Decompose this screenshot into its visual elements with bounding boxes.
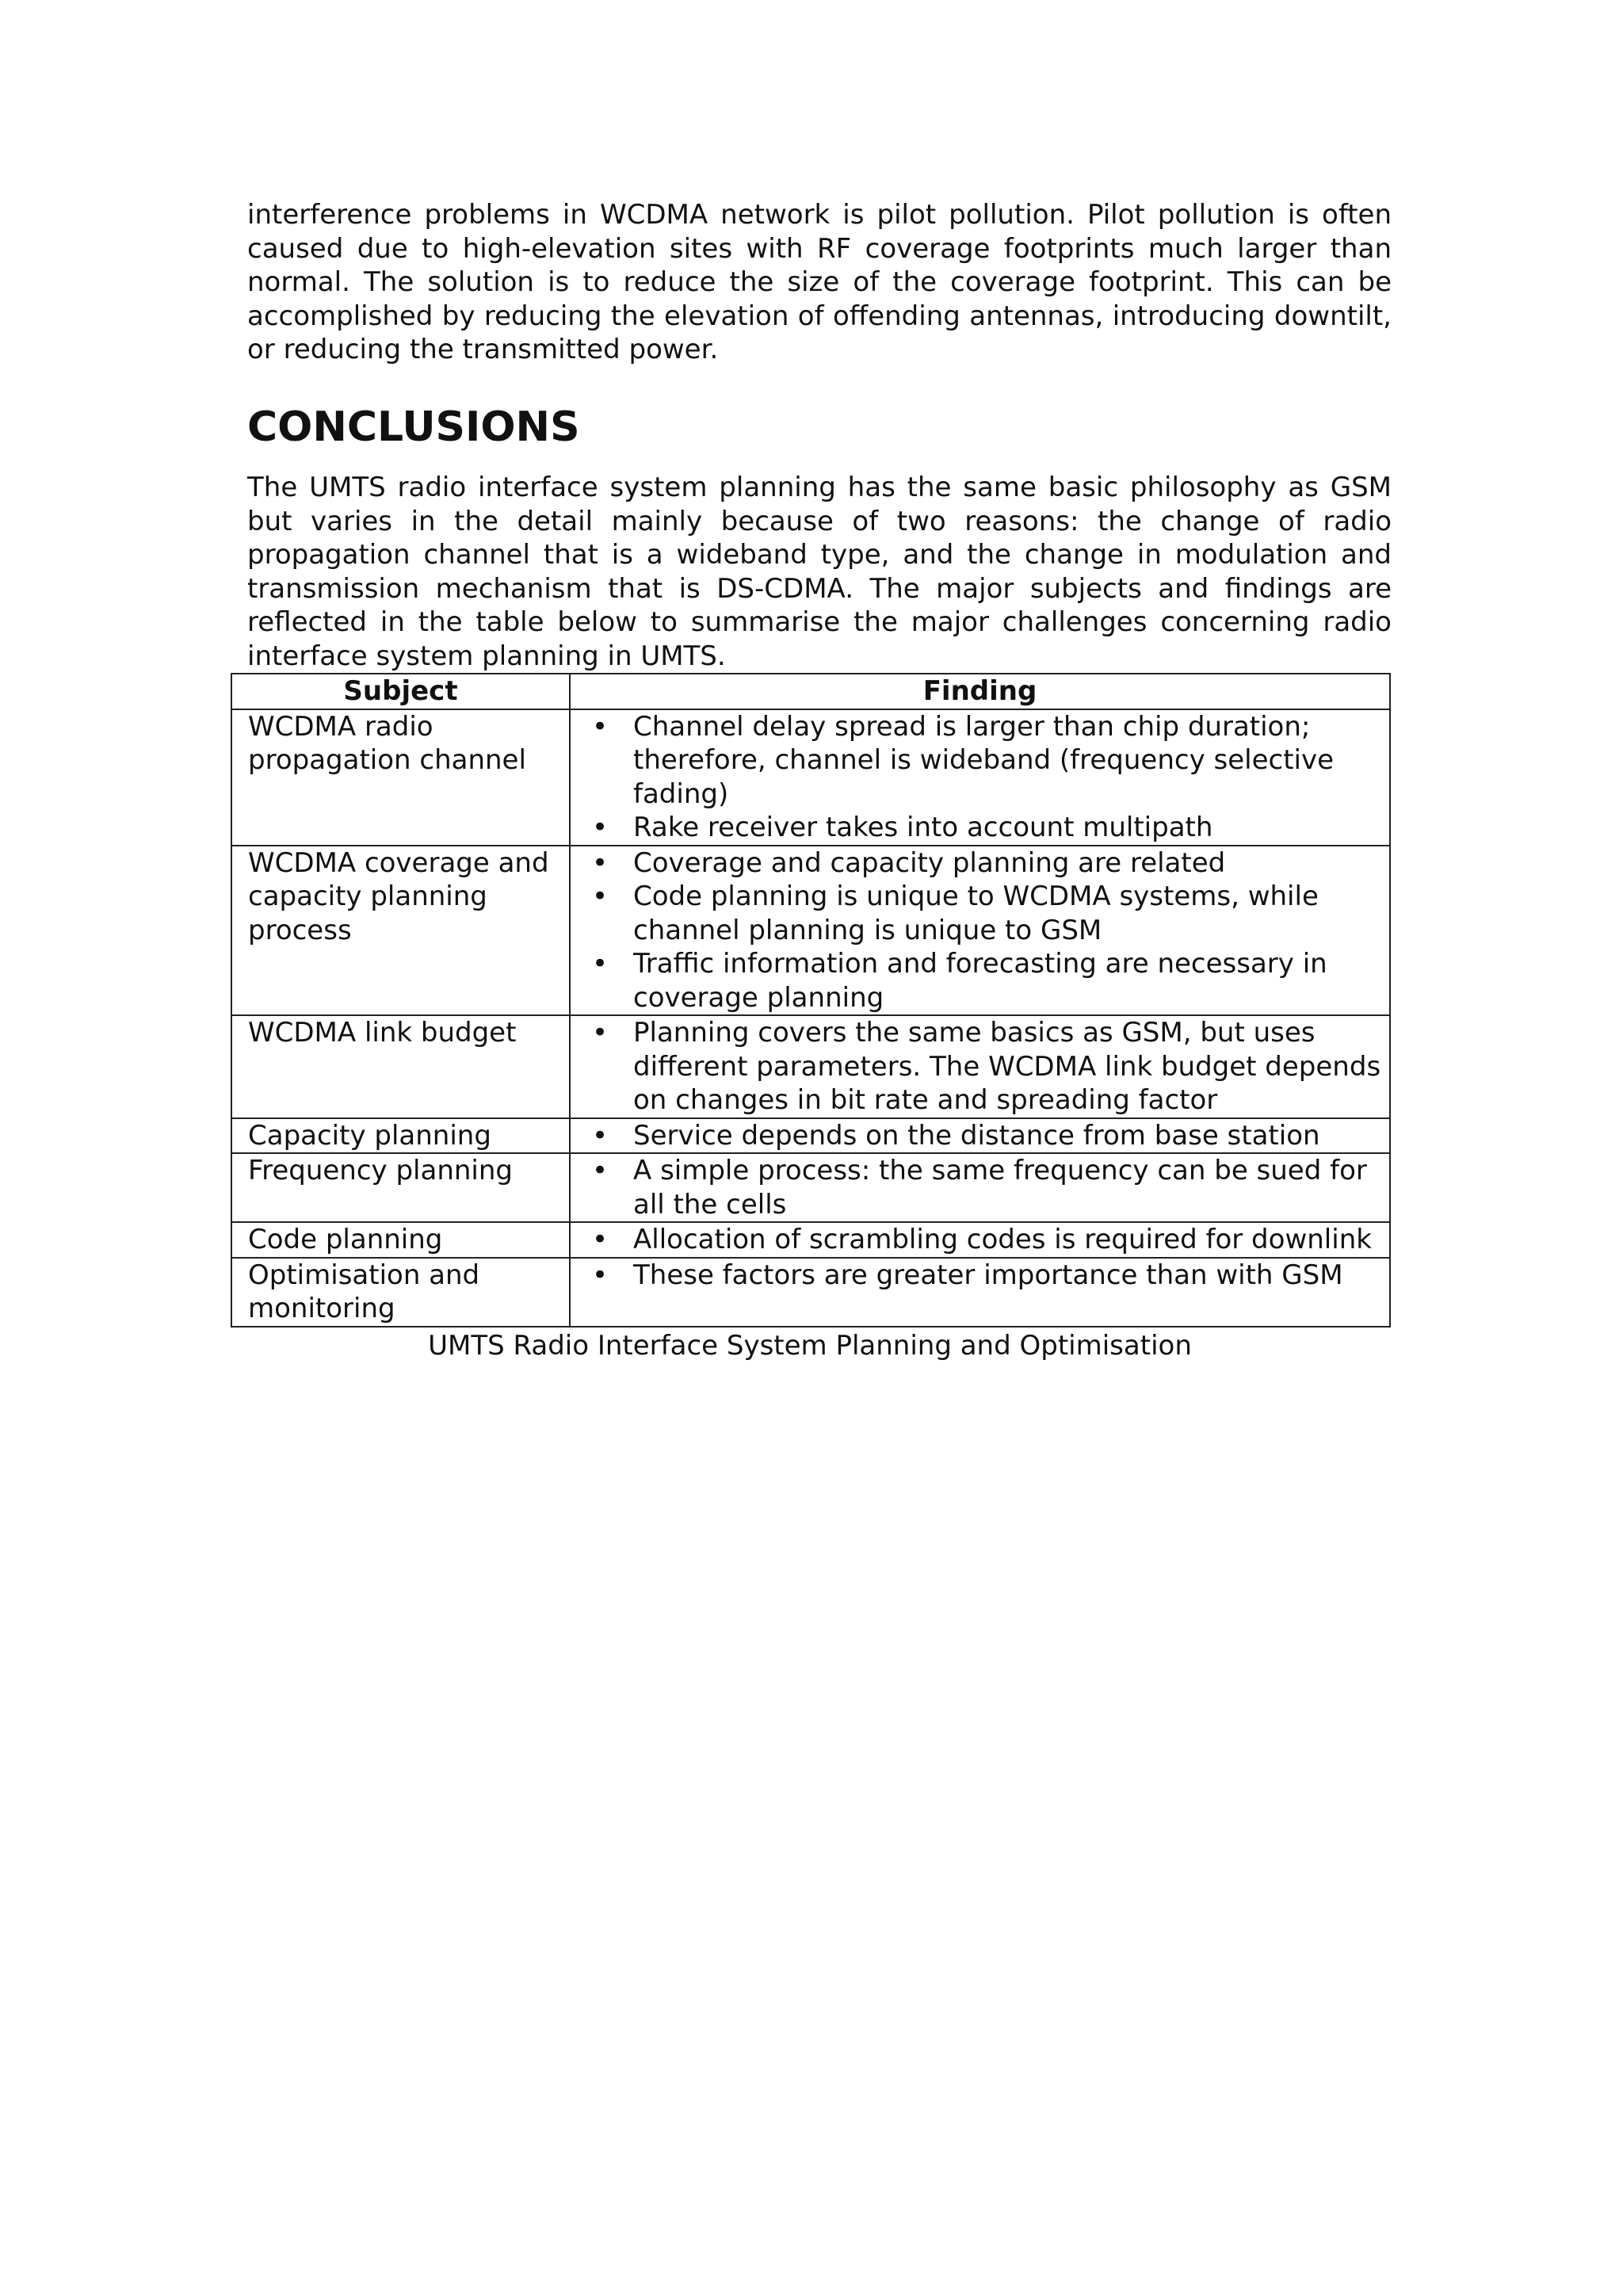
finding-cell (570, 846, 1390, 1016)
table-row (231, 709, 1390, 846)
finding-item: • Traffic information and forecasting are necessary in coverage planning (586, 947, 1381, 1014)
finding-list (586, 1259, 1389, 1293)
finding-cell (570, 1258, 1390, 1327)
subject-cell: Optimisation and monitoring (231, 1258, 570, 1327)
table-row (231, 1015, 1390, 1118)
column-header-subject: Subject (231, 674, 570, 709)
subject-cell: Frequency planning (231, 1153, 570, 1222)
subject-cell: Capacity planning (231, 1118, 570, 1154)
finding-item: • Code planning is unique to WCDMA systems, while channel planning is unique to GSM (586, 880, 1381, 947)
table-row (231, 1222, 1390, 1258)
table-row (231, 1258, 1390, 1327)
finding-item: • Service depends on the distance from base station (586, 1119, 1381, 1153)
finding-item: • Planning covers the same basics as GSM, but uses different parameters. The WCDMA link budget depends on changes in bit rate and spreading factor (586, 1016, 1381, 1117)
finding-item: • A simple process: the same frequency can be sued for all the cells (586, 1154, 1381, 1221)
intro-paragraph: interference problems in WCDMA network is pilot pollution. Pilot pollution is often caused due to high-elevation sites with RF coverage footprints much larger than normal. The solution is to reduce the size of the coverage footprint. This can be accomplished by reducing the elevation of offending antennas, introducing downtilt, or reducing the transmitted power. (247, 199, 1392, 365)
subject-cell: WCDMA coverage and capacity planning process (231, 846, 570, 1016)
section-heading: CONCLUSIONS (247, 403, 580, 451)
finding-list (586, 1223, 1389, 1257)
column-header-finding: Finding (570, 674, 1390, 709)
finding-cell (570, 709, 1390, 846)
subject-cell: WCDMA radio propagation channel (231, 709, 570, 846)
finding-list (586, 1154, 1389, 1221)
table-header-row (231, 674, 1390, 709)
finding-list (586, 846, 1389, 1015)
finding-cell (570, 1118, 1390, 1154)
table-row (231, 1153, 1390, 1222)
findings-table (231, 673, 1391, 1328)
finding-cell (570, 1015, 1390, 1118)
finding-item: • Allocation of scrambling codes is required for downlink (586, 1223, 1381, 1257)
finding-item: • Channel delay spread is larger than chip duration; therefore, channel is wideband (frequency selective fading) (586, 710, 1381, 812)
table-caption: UMTS Radio Interface System Planning and Optimisation (428, 1330, 1192, 1362)
subject-cell: WCDMA link budget (231, 1015, 570, 1118)
finding-list (586, 1016, 1389, 1117)
finding-item: • Rake receiver takes into account multipath (586, 811, 1381, 845)
finding-item: • These factors are greater importance than with GSM (586, 1259, 1381, 1293)
table-row (231, 1118, 1390, 1154)
finding-cell (570, 1153, 1390, 1222)
finding-item: • Coverage and capacity planning are related (586, 846, 1381, 881)
conclusion-paragraph: The UMTS radio interface system planning has the same basic philosophy as GSM but varies in the detail mainly because of two reasons: the change of radio propagation channel that is a wideband type, and the change in modulation and transmission mechanism that is DS-CDMA. The major subjects and findings are reflected in the table below to summarise the major challenges concerning radio interface system planning in UMTS. (247, 472, 1392, 672)
finding-list (586, 710, 1389, 845)
table-row (231, 846, 1390, 1016)
subject-cell: Code planning (231, 1222, 570, 1258)
finding-cell (570, 1222, 1390, 1258)
finding-list (586, 1119, 1389, 1153)
